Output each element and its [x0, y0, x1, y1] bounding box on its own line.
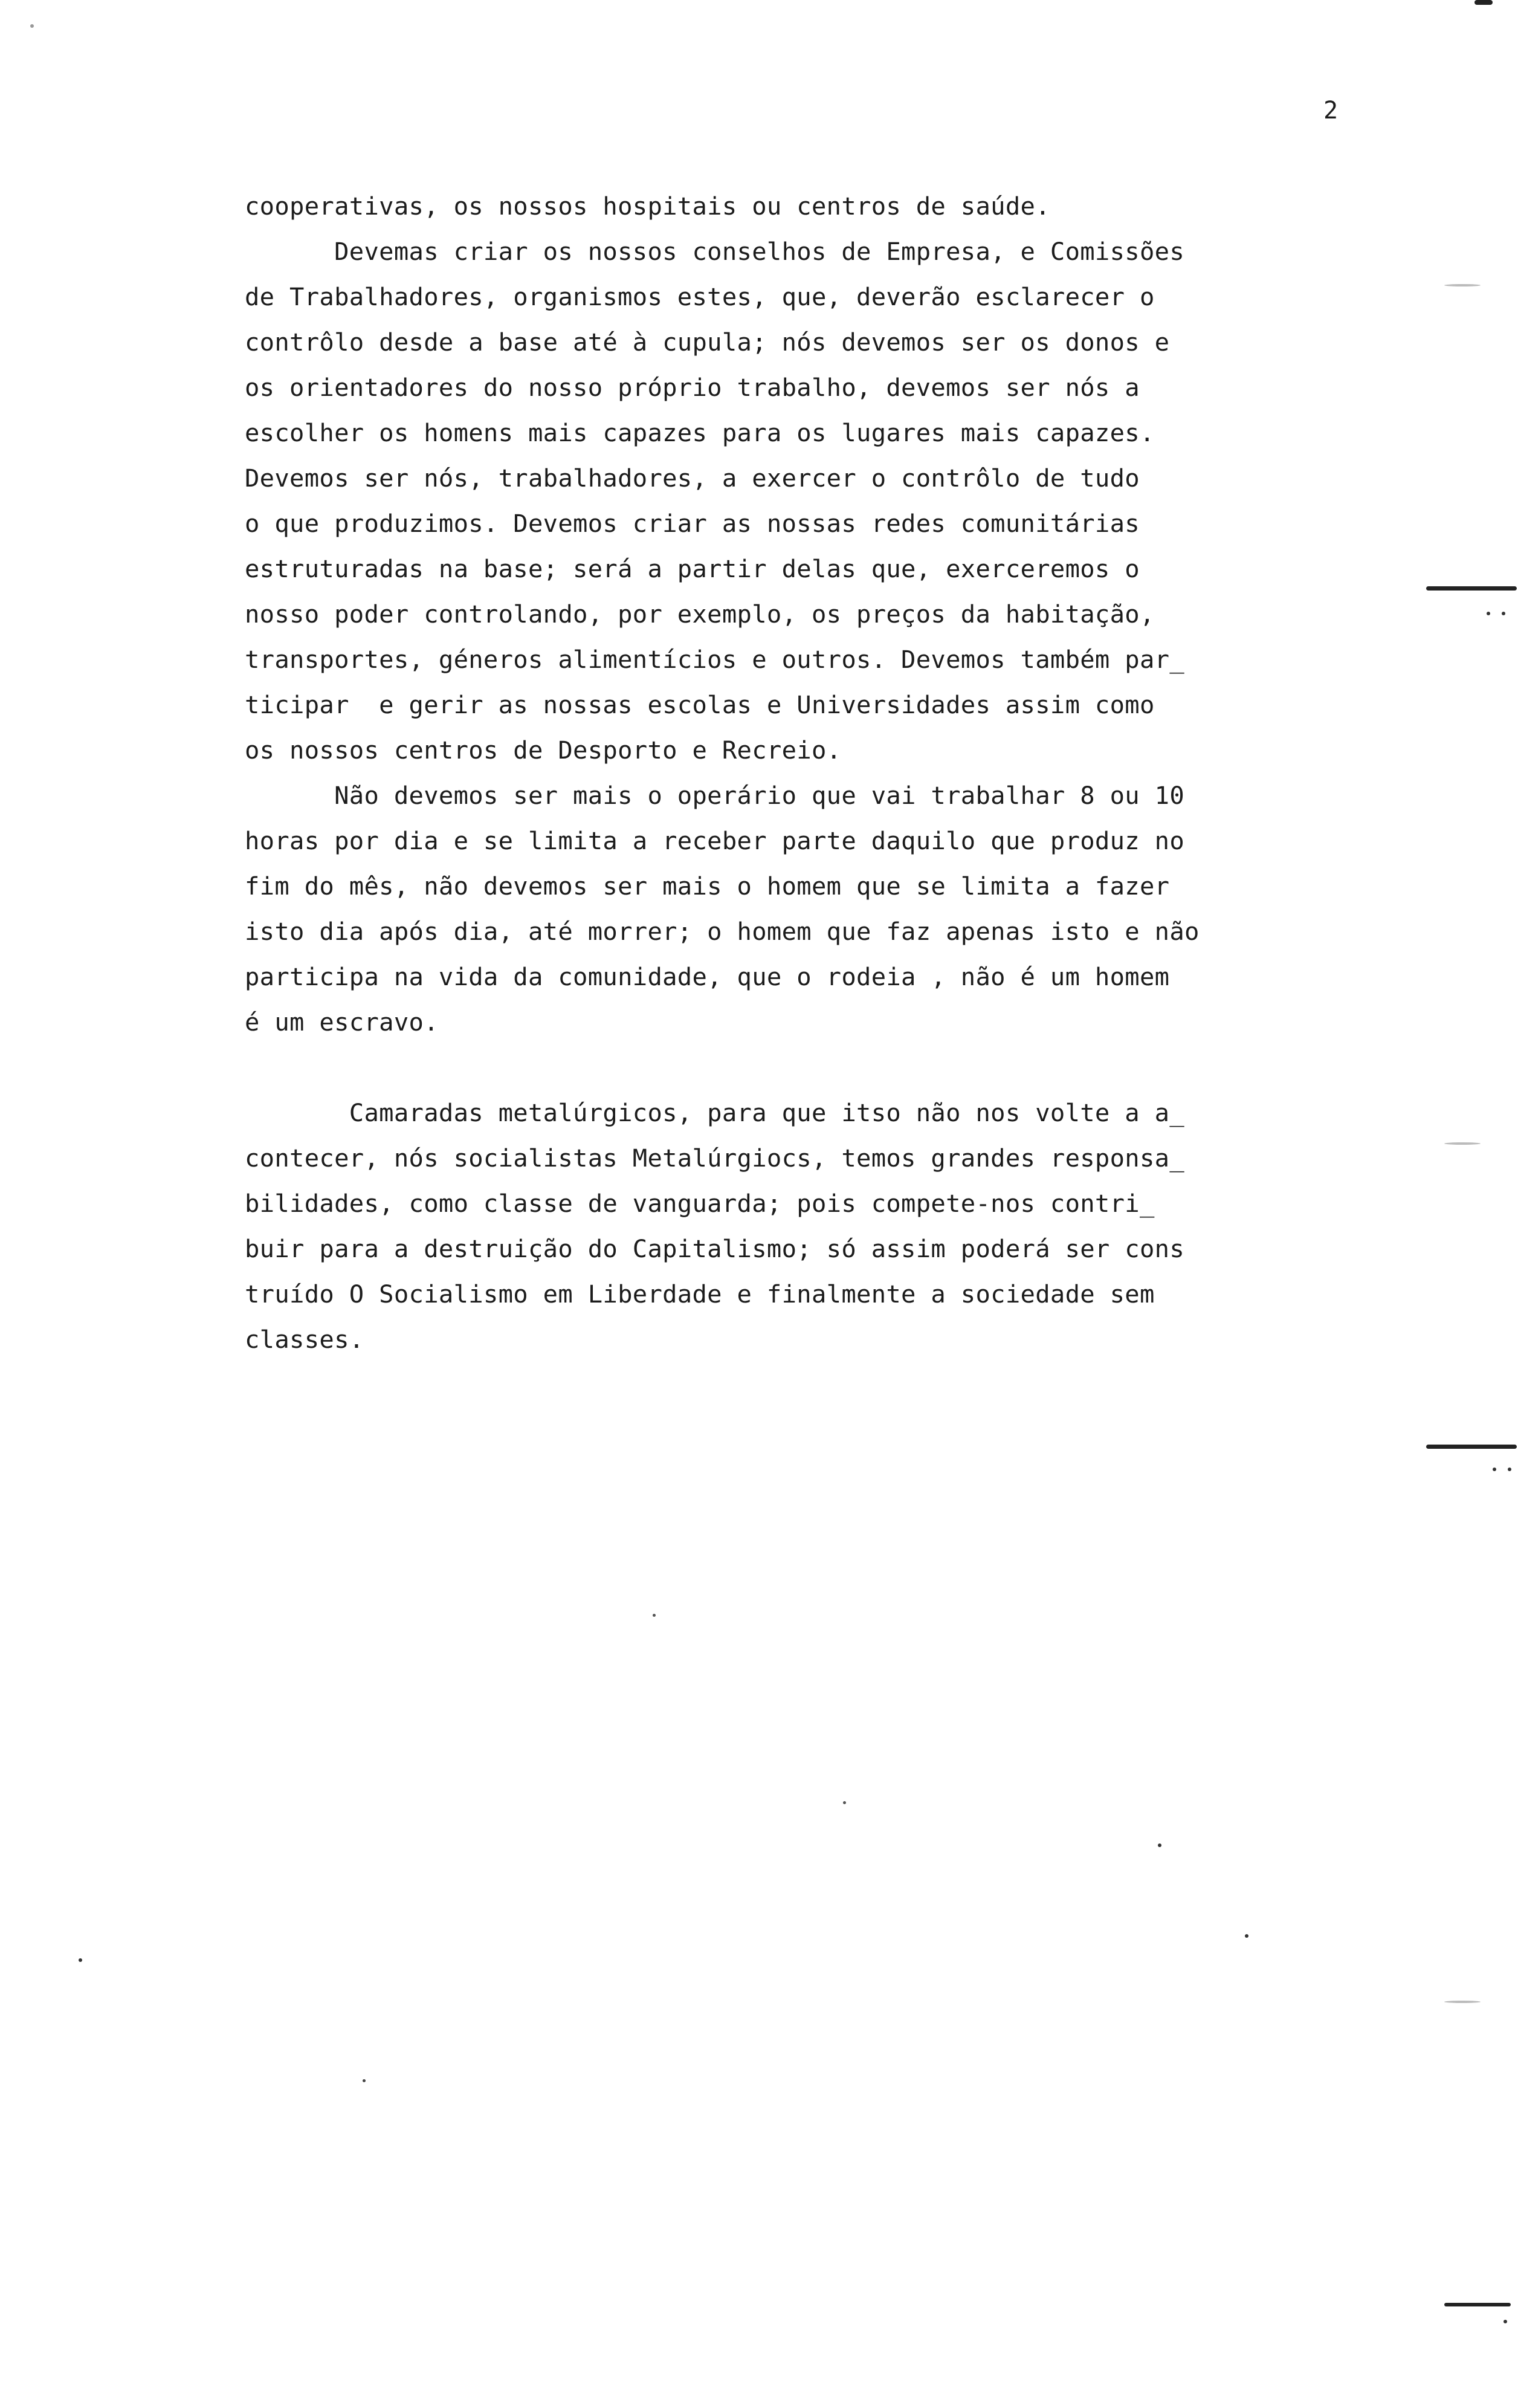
speck — [1158, 1843, 1161, 1847]
speck — [1444, 284, 1481, 286]
text-line-4: contrôlo desde a base até à cupula; nós devemos ser os donos e — [245, 328, 1170, 357]
text-line-21: contecer, nós socialistas Metalúrgiocs, temos grandes responsa_ — [245, 1144, 1185, 1173]
text-line-20: Camaradas metalúrgicos, para que itso não nos volte a a_ — [245, 1098, 1185, 1127]
text-line-8: o que produzimos. Devemos criar as nossas redes comunitárias — [245, 509, 1140, 538]
text-line-13: os nossos centros de Desporto e Recreio. — [245, 736, 842, 765]
text-line-25: classes. — [245, 1325, 364, 1354]
text-line-1: cooperativas, os nossos hospitais ou centros de saúde. — [245, 192, 1050, 221]
text-line-17: isto dia após dia, até morrer; o homem que faz apenas isto e não — [245, 917, 1200, 946]
text-line-22: bilidades, como classe de vanguarda; pois compete-nos contri_ — [245, 1189, 1155, 1218]
text-line-9: estruturadas na base; será a partir delas que, exerceremos o — [245, 554, 1140, 583]
speck — [363, 2079, 366, 2082]
text-line-5: os orientadores do nosso próprio trabalho, devemos ser nós a — [245, 373, 1140, 402]
text-line-24: truído O Socialismo em Liberdade e finalmente a sociedade sem — [245, 1280, 1155, 1309]
speck — [1444, 2001, 1481, 2003]
binder-mark — [1444, 2303, 1511, 2306]
text-line-10: nosso poder controlando, por exemplo, os preços da habitação, — [245, 600, 1155, 629]
text-line-23: buir para a destruição do Capitalismo; só assim poderá ser cons — [245, 1234, 1185, 1263]
text-line-7: Devemos ser nós, trabalhadores, a exercer o contrôlo de tudo — [245, 464, 1140, 493]
page-number: 2 — [1323, 97, 1339, 125]
punch-dot — [1487, 612, 1490, 615]
text-line-15: horas por dia e se limita a receber parte daquilo que produz no — [245, 826, 1185, 855]
text-line-18: participa na vida da comunidade, que o rodeia , não é um homem — [245, 962, 1170, 991]
speck — [843, 1801, 846, 1804]
punch-dot — [1508, 1468, 1511, 1471]
text-line-19: é um escravo. — [245, 1008, 439, 1037]
text-line-6: escolher os homens mais capazes para os lugares mais capazes. — [245, 418, 1155, 447]
punch-dot — [1502, 612, 1505, 615]
punch-dot — [1493, 1468, 1496, 1471]
text-line-16: fim do mês, não devemos ser mais o homem que se limita a fazer — [245, 872, 1170, 901]
speck — [1245, 1934, 1248, 1938]
binder-mark — [1474, 0, 1493, 5]
speck — [653, 1614, 656, 1617]
binder-mark — [1426, 586, 1517, 591]
punch-dot — [1503, 2320, 1507, 2323]
speck — [1444, 1142, 1481, 1145]
speck — [79, 1958, 82, 1962]
text-line-14: Não devemos ser mais o operário que vai trabalhar 8 ou 10 — [245, 781, 1185, 810]
text-line-12: ticipar e gerir as nossas escolas e Universidades assim como — [245, 690, 1155, 719]
text-line-11: transportes, géneros alimentícios e outros. Devemos também par_ — [245, 645, 1185, 674]
binder-mark — [1426, 1445, 1517, 1449]
text-line-3: de Trabalhadores, organismos estes, que, deverão esclarecer o — [245, 282, 1155, 311]
text-line-2: Devemas criar os nossos conselhos de Empresa, e Comissões — [245, 237, 1185, 266]
speck — [30, 24, 34, 28]
